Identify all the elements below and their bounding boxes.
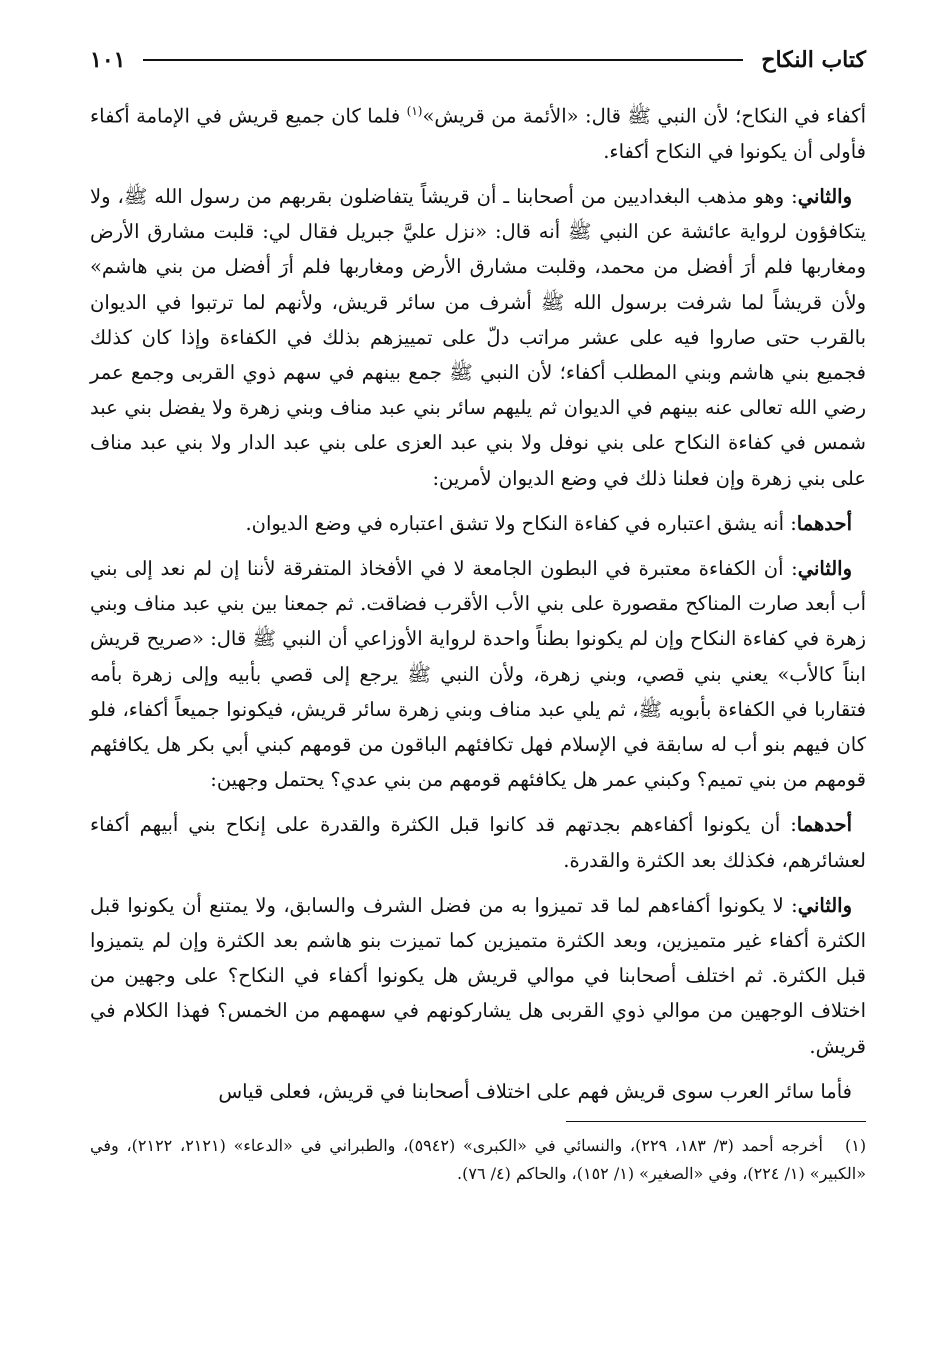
- paragraph-text: فأما سائر العرب سوى قريش فهم على اختلاف أصحابنا في قريش، فعلى قياس: [218, 1079, 852, 1103]
- paragraph-text: : أن يكونوا أكفاءهم بجدتهم قد كانوا قبل الكثرة والقدرة على إنكاح بني أبيهم أكفاء لعشائرهم، فكذلك بعد الكثرة والقدرة.: [90, 813, 866, 872]
- footnote-text: أخرجه أحمد (٣/ ١٨٣، ٢٢٩)، والنسائي في «الكبرى» (٥٩٤٢)، والطبراني في «الدعاء» (٢١٢١، ٢١٢٢)، وفي «الكبير» (١/ ٢٢٤)، وفي «الصغير» (١/ ١٥٢)، والحاكم (٤/ ٧٦).: [90, 1135, 866, 1183]
- main-text: [90, 94, 866, 1109]
- paragraph-lead: والثاني: [797, 893, 852, 917]
- header-rule: [143, 59, 743, 61]
- paragraph: [90, 1074, 866, 1109]
- paragraph-text: : لا يكونوا أكفاءهم لما قد تميزوا به من فضل الشرف والسابق، ولا يمتنع أن يكونوا قبل الكثرة أكفاء غير متميزين، وبعد الكثرة متميزين كما تميزت بنو هاشم بعد الكثرة وإن لم يتميزوا قبل الكثرة. ثم اختلف أصحابنا في موالي قريش هل يكونوا أكفاء في النكاح؟ على وجهين من اختلاف الوجهين من موالي ذوي القربى هل يشاركونهم في سهمهم من الخمس؟ فهذا الكلام في قريش.: [90, 893, 866, 1058]
- footnote: [90, 1132, 866, 1188]
- page-header: [90, 40, 866, 80]
- paragraph: [90, 888, 866, 1064]
- paragraph-lead: والثاني: [797, 184, 852, 208]
- footnotes: [90, 1132, 866, 1188]
- paragraph: [90, 179, 866, 496]
- document-page: [90, 40, 866, 1198]
- paragraph-text: : وهو مذهب البغداديين من أصحابنا ـ أن قريشاً يتفاضلون بقربهم من رسول الله ﷺ، ولا يتكافؤون لرواية عائشة عن النبي ﷺ أنه قال: «نزل عليَّ جبريل فقال لي: قلبت مشارق الأرض ومغاربها فلم أرَ أفضل من محمد، وقلبت مشارق الأرض ومغاربها فلم أرَ أفضل من بني هاشم» ولأن قريشاً لما شرفت برسول الله ﷺ أشرف من سائر قريش، ولأنهم لما ترتبوا في الديوان بالقرب حتى صاروا فيه على عشر مراتب دلّ على تمييزهم بذلك في الكفاءة وإذا كان كذلك فجميع بني هاشم وبني المطلب أكفاء؛ لأن النبي ﷺ جمع بينهم في سهم ذوي القربى وجمع عمر رضي الله تعالى عنه بينهم في الديوان ثم يليهم سائر بني عبد مناف وبني زهرة ولا يفضل بني عبد شمس في كفاءة النكاح على بني نوفل ولا بني عبد العزى على بني عبد الدار ولا بني عبد مناف على بني زهرة وإن فعلنا ذلك في وضع الديوان لأمرين:: [90, 184, 866, 490]
- paragraph-text: : أنه يشق اعتباره في كفاءة النكاح ولا تشق اعتباره في وضع الديوان.: [245, 511, 797, 535]
- page-number: ١٠١: [90, 47, 126, 73]
- chapter-title: كتاب النكاح: [761, 47, 866, 73]
- footnote-number: (١): [844, 1135, 867, 1155]
- paragraph: [90, 506, 866, 541]
- footnote-separator: [566, 1121, 866, 1122]
- paragraph: [90, 94, 866, 169]
- paragraph-lead: أحدهما: [796, 511, 852, 535]
- footnote-reference[interactable]: (١): [406, 104, 423, 118]
- paragraph-lead: والثاني: [797, 556, 852, 580]
- paragraph-text: أكفاء في النكاح؛ لأن النبي ﷺ قال: «الأئمة من قريش»: [422, 104, 866, 128]
- paragraph: [90, 551, 866, 797]
- paragraph-text: فلما كان جميع قريش في الإمامة أكفاء فأولى أن يكونوا في النكاح أكفاء.: [90, 104, 866, 163]
- paragraph: [90, 807, 866, 877]
- paragraph-lead: أحدهما: [796, 813, 852, 837]
- paragraph-text: : أن الكفاءة معتبرة في البطون الجامعة لا في الأفخاذ المتفرقة لأننا إن لم نعد إلى بني أب أبعد صارت المناكح مقصورة على بني الأب الأقرب فضاقت. ثم جمعنا بين بني عبد مناف وبني زهرة في كفاءة النكاح وإن لم يكونوا بطناً واحدة لرواية الأوزاعي أن النبي ﷺ قال: «صريح قريش ابناً كالأب» يعني بني قصي، وبني زهرة، ولأن النبي ﷺ يرجع إلى قصي بأبيه وإلى زهرة بأمه فتقاربا في الكفاءة بأبويه ﷺ، ثم يلي عبد مناف وبني زهرة سائر قريش، فيكونوا جميعاً أكفاء، فلو كان فيهم بنو أب له سابقة في الإسلام فهل تكافئهم الباقون من قومهم كبني أبي بكر هل يكافئهم قومهم من بني تميم؟ وكبني عمر هل يكافئهم قومهم من بني عدي؟ يحتمل وجهين:: [90, 556, 866, 792]
